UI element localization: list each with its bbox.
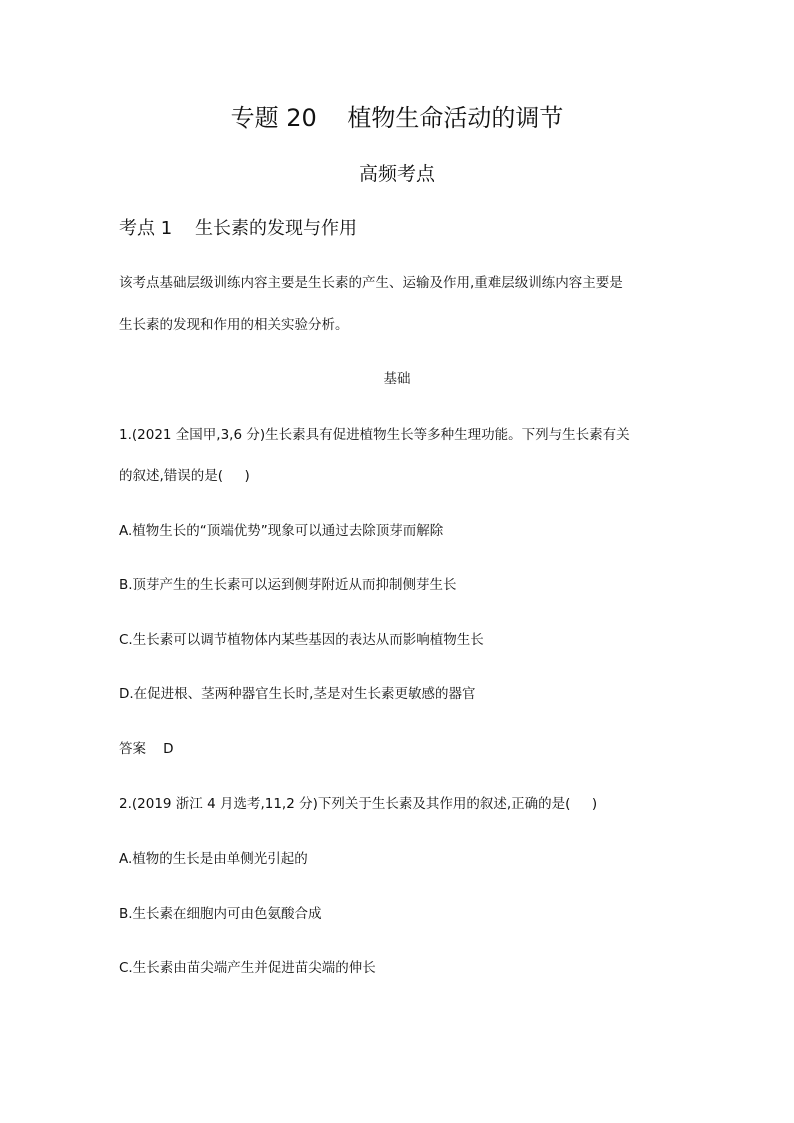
level-label: 基础 bbox=[383, 371, 411, 387]
question-1-option-b: B.顶芽产生的生长素可以运到侧芽附近从而抑制侧芽生长 bbox=[119, 577, 457, 593]
page-title: 专题 20 植物生命活动的调节 bbox=[230, 104, 564, 132]
question-1-option-c: C.生长素可以调节植物体内某些基因的表达从而影响植物生长 bbox=[119, 632, 484, 648]
intro-line-2: 生长素的发现和作用的相关实验分析。 bbox=[119, 317, 349, 333]
question-2-option-b: B.生长素在细胞内可由色氨酸合成 bbox=[119, 906, 322, 922]
question-2-option-c: C.生长素由苗尖端产生并促进苗尖端的伸长 bbox=[119, 960, 376, 976]
question-1-option-a: A.植物生长的“顶端优势”现象可以通过去除顶芽而解除 bbox=[119, 523, 444, 539]
question-2-stem-line-1: 2.(2019 浙江 4 月选考,11,2 分)下列关于生长素及其作用的叙述,正确的是( ) bbox=[119, 796, 598, 812]
question-1-answer: 答案 D bbox=[119, 741, 174, 757]
question-1-option-d: D.在促进根、茎两种器官生长时,茎是对生长素更敏感的器官 bbox=[119, 686, 476, 702]
question-2-option-a: A.植物的生长是由单侧光引起的 bbox=[119, 851, 308, 867]
page-subtitle: 高频考点 bbox=[358, 163, 435, 185]
intro-line-1: 该考点基础层级训练内容主要是生长素的产生、运输及作用,重难层级训练内容主要是 bbox=[119, 275, 623, 291]
question-1-stem-line-2: 的叙述,错误的是( ) bbox=[119, 468, 250, 484]
question-1-stem-line-1: 1.(2021 全国甲,3,6 分)生长素具有促进植物生长等多种生理功能。下列与生长素有关 bbox=[119, 427, 630, 443]
section-heading: 考点 1 生长素的发现与作用 bbox=[119, 218, 358, 239]
